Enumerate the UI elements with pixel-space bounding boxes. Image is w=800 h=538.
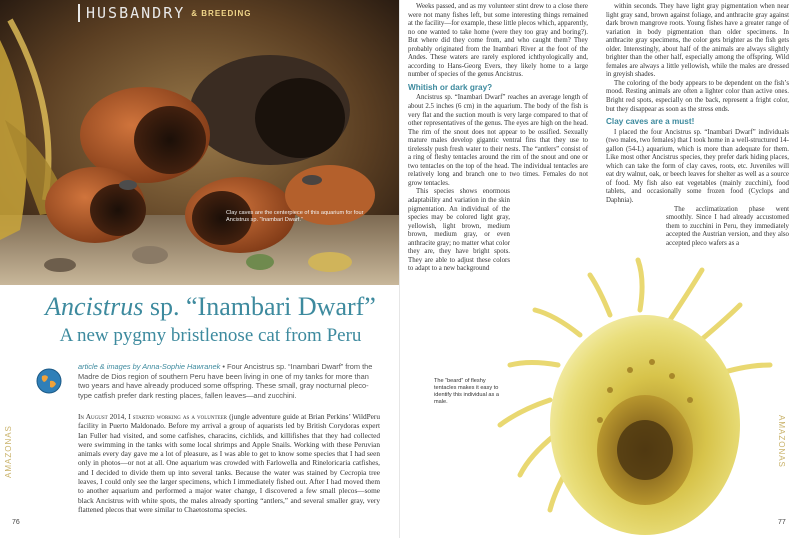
right-page: [400, 0, 800, 538]
section-header: [78, 2, 252, 24]
col1-paragraph-2: Ancistrus sp. “Inambari Dwarf” reaches an average length of about 2.5 inches (6 cm) in the aquarium. The body of the fish is very flat and the suction mouth is very large compared to that of other representatives of the genus. The eyes are high on the head. The rim of the snout does not appear to be ossified. Sexually mature males develop gigantic ventral fins that they use to tirelessly push fresh water to their nests. The “antlers” consist of a ring of fleshy tentacles around the rim of the snout and one or two tentacles on the top of the head. The individual tentacles are relatively long and branch one to two times. Females do not grow tentacles.: [408, 94, 588, 187]
col2-paragraph-1: within seconds. They have light gray pigmentation when near light gray sand, brown against foliage, and anthracite gray against dark brown mangrove roots. Young fishes have a greater range of variation in body pigmentation than older specimens. In anthracite gray specimens, the color gets brighter as the fish gets older. Interestingly, about half of the animals are always slightly brighter than the other half, especially among the offspring. Wild females are always a little yellowish, while the males are dressed in greyish shades.: [606, 3, 789, 79]
heading-whitish: Whitish or dark gray?: [408, 82, 493, 92]
aquarium-illustration: [0, 0, 400, 285]
side-label-right: AMAZONAS: [777, 415, 786, 468]
right-column-1: [408, 3, 588, 274]
page-number-left: 76: [12, 519, 20, 526]
article-title: [28, 292, 393, 348]
col1-paragraph-1: Weeks passed, and as my volunteer stint drew to a close there were not many fishes left, but some interesting things remained at the facility—for example, these little plecos which, apparently, no one wanted to take home (were they too gray and boring?). But where did they come from, and who caught them? They probably originated from the Inambari River at the foot of the Andes. These waters are rarely explored ichthyologically and, according to Hans-Georg Evers, they likely home to a large number of species of the genus Ancistrus.: [408, 3, 588, 79]
side-label-left: AMAZONAS: [4, 425, 13, 478]
intro-text: • Four Ancistrus sp. “Inambari Dwarf” from the Madre de Dios region of southern Peru have been living in one of my tanks for more than two years and have already produced some offspring. These small, gray nocturnal pleco-type catfish prefer dark resting places, fallen leaves—and zucchini.: [78, 362, 373, 400]
byline: article & images by Anna-Sophie Hawranek: [78, 362, 221, 371]
globe-icon: [36, 368, 62, 394]
col2-paragraph-3: I placed the four Ancistrus sp. “Inambari Dwarf” individuals (two males, two females) that I took home in a well-structured 14-gallon (54-L) aquarium, which is more than adequate for them. Like most other Ancistrus species, they prefer dark hiding places, which can take the form of clay caves, roots, etc. Juveniles will eat dry walnut, oak, or beech leaves for shelter as well as a source of food. My fish also eat vegetables (mainly zucchini), food tablets, and occasionally some frozen food (Cyclops and Daphnia).: [606, 128, 789, 205]
col2-paragraph-4: The acclimatization phase went smoothly. Since I had already accustomed them to zucchini in Peru, they immediately accepted the Austrian version, and they also accepted pleco wafers as a: [666, 205, 789, 247]
page-number-right: 77: [778, 519, 786, 526]
title-species: sp. “Inambari Dwarf”: [143, 292, 376, 321]
photo-caption: Clay caves are the centerpiece of this aquarium for four Ancistrus sp. “Inambari Dwarf.”: [226, 210, 364, 223]
title-subtitle: A new pygmy bristlenose cat from Peru: [59, 325, 362, 346]
left-body-paragraph: (jungle adventure guide at Brian Perkins’ WildPeru facility in Puerto Maldonado. Before my arrival a group of aquarists led by British Corydoras expert Ian Fuller had visited, and some catfishes, characins, cichlids, and killifishes that they had collected were swimming in the tanks with some local shrimps and Apple Snails. Working with these Peruvian animals every day gave me a lot of pleasure, as I was able to get to know some species that I had seen only in photos—or not at all. One aquarium was crowded with Farlowella and Rineloricaria catfishes, and I decided to divide them up into several tanks. Because the water was stained by Cecropia tree leaves, I could only see the larger specimens, which I immediately fished out. After I had moved them to another aquarium and performed a major water change, I discovered a few small plecos—some black Ancistrus with white spots, the males already sporting “antlers,” and several smaller gray, very flattened plecos that were similar to Chaetostoma species.: [78, 412, 381, 514]
title-genus: Ancistrus: [45, 292, 144, 321]
fish-photo-caption: The “beard” of fleshy tentacles makes it easy to identify this individual as a male.: [434, 378, 499, 405]
aquarium-photo: [0, 0, 400, 285]
col1-paragraph-3: This species shows enormous adaptability and variation in the skin pigmentation. An individual of the species may be colored light gray, yellowish, light brown, medium brown, medium gray, or even anthracite gray; no matter what color they are, they have bright spots. They are able to adjust these colors to adapt to a new background: [408, 188, 510, 273]
lead-in: In August 2014, I started working as a volunteer: [78, 412, 228, 421]
col2-paragraph-2: The coloring of the body appears to be dependent on the fish’s mood. Resting animals are often a lighter color than active ones. Bright red spots, especially on the back, represent a fright color, but they disappear as soon as the stress ends.: [606, 79, 789, 113]
title-main: [28, 292, 393, 322]
article-intro: [78, 362, 378, 400]
heading-clay-caves: Clay caves are a must!: [606, 117, 695, 127]
left-body-text: [78, 412, 380, 514]
right-column-2: [606, 3, 789, 248]
section-subtitle: & BREEDING: [191, 8, 252, 18]
section-title: HUSBANDRY: [78, 4, 185, 22]
